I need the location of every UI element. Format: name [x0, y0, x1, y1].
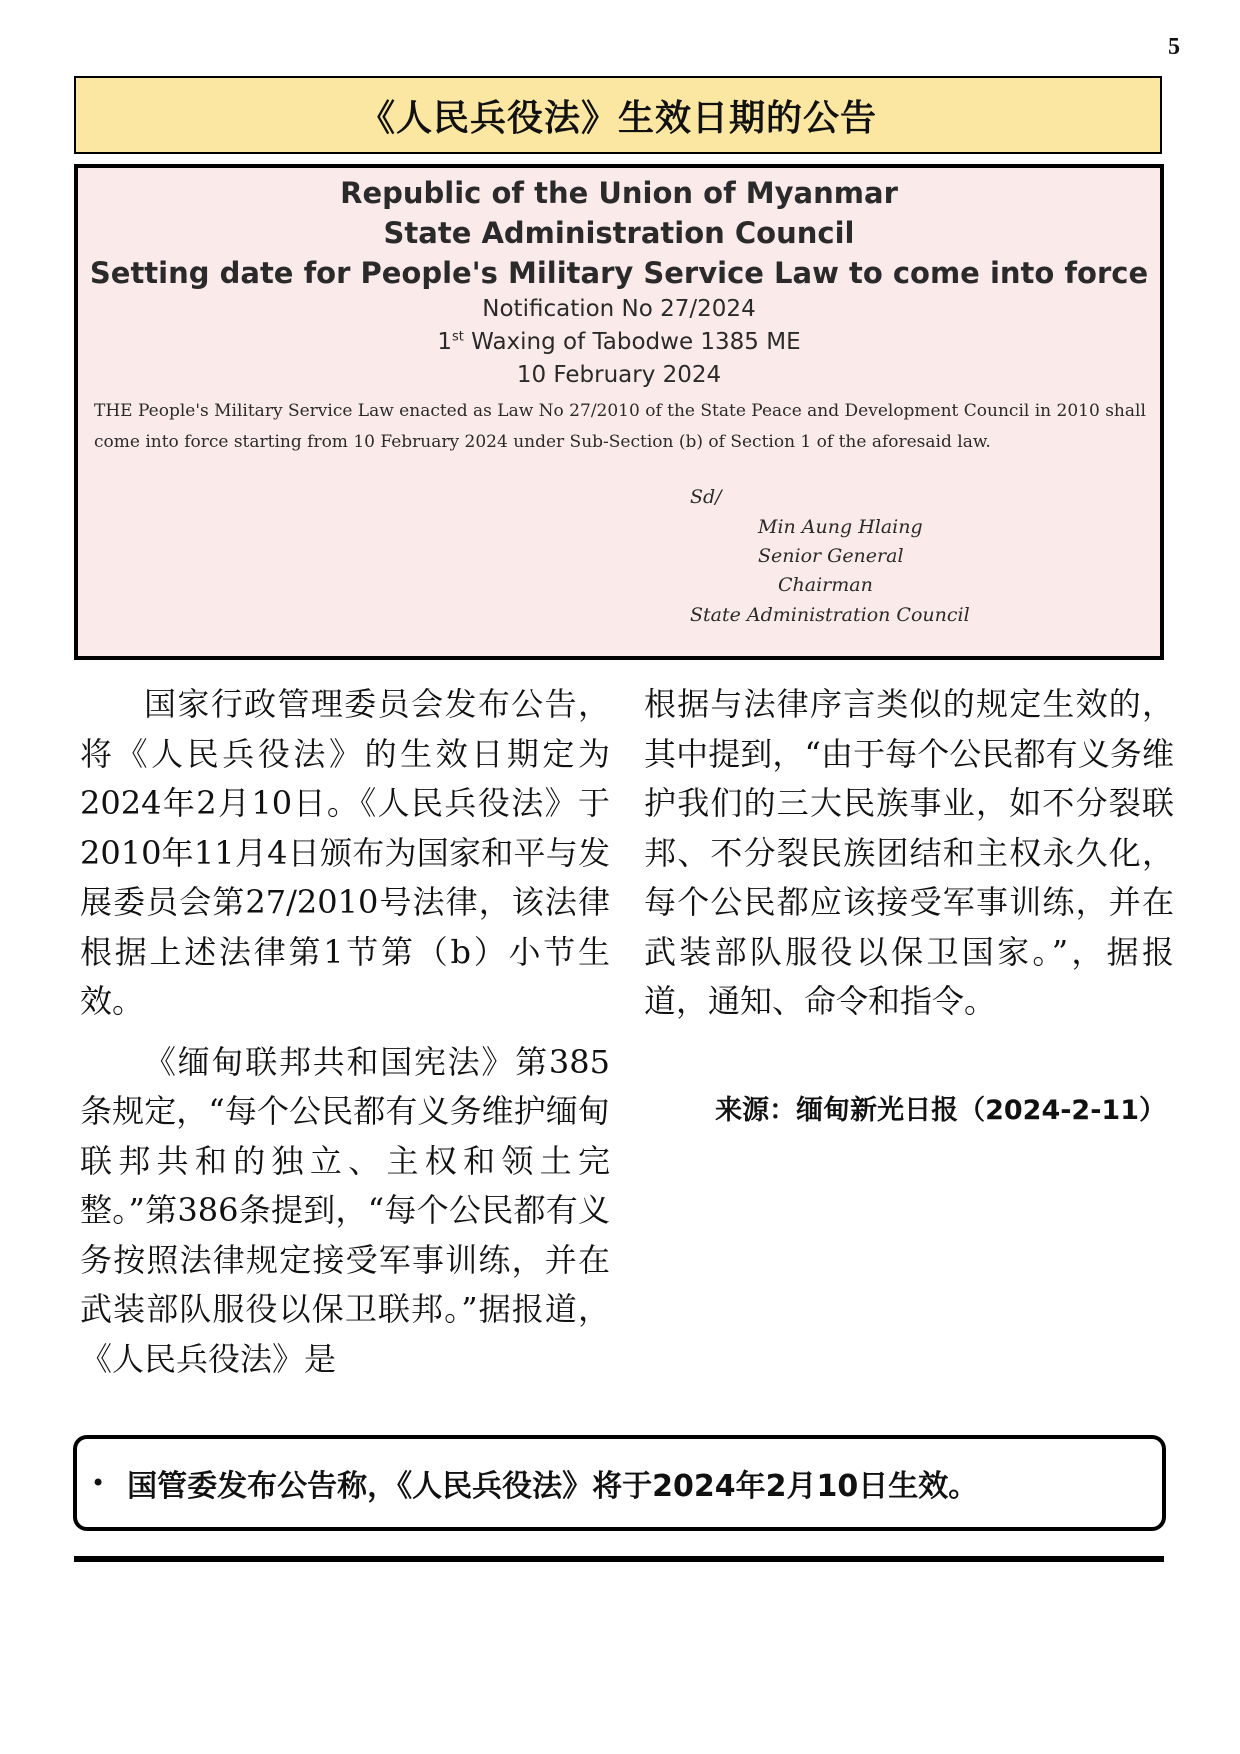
notification-image [74, 164, 1164, 660]
signature-name: Min Aung Hlaing [758, 516, 923, 538]
title-banner [74, 76, 1162, 154]
signature-role: Chairman [778, 574, 873, 596]
signature-rank: Senior General [758, 545, 904, 567]
date-ordinal-suffix: st [452, 329, 464, 345]
notice-gregorian-date: 10 February 2024 [516, 362, 722, 388]
notice-lunar-date [78, 329, 1160, 355]
article-paragraph-3: 根据与法律序言类似的规定生效的，其中提到，“由于每个公民都有义务维护我们的三大民族事业，如不分裂联邦、不分裂民族团结和主权永久化，每个公民都应该接受军事训练，并在武装部队服役以保卫国家。”，据报道，通知、命令和指令。 [644, 685, 1174, 1020]
signature-sd: Sd/ [690, 486, 722, 508]
page-title: 《人民兵役法》生效日期的公告 [358, 97, 877, 139]
article-paragraph-2: 《缅甸联邦共和国宪法》第385条规定，“每个公民都有义务维护缅甸联邦共和的独立、主权和领土完整。”第386条提到，“每个公民都有义务按照法律规定接受军事训练，并在武装部队服役以保卫联邦。”据报道，《人民兵役法》是 [80, 1042, 610, 1378]
summary-text: 国管委发布公告称，《人民兵役法》将于2024年2月10日生效。 [127, 1469, 979, 1504]
article-right-column [644, 680, 1174, 1027]
notice-council: State Administration Council [383, 216, 855, 250]
signature-org: State Administration Council [690, 604, 970, 626]
bullet-icon: • [91, 1469, 106, 1497]
notice-heading: Setting date for People's Military Service Law to come into force [89, 256, 1149, 290]
date-ordinal: 1 [437, 329, 452, 355]
notice-body: THE People's Military Service Law enacted as Law No 27/2010 of the State Peace and Development Council in 2010 shall come into force starting from 10 February 2024 under Sub-Section (b) of Section 1 of the aforesaid law. [94, 401, 1146, 452]
article-source: 来源：缅甸新光日报（2024-2-11） [715, 1095, 1166, 1126]
bottom-divider [74, 1556, 1164, 1562]
notice-number: Notification No 27/2024 [482, 296, 756, 322]
notice-country: Republic of the Union of Myanmar [340, 176, 898, 210]
page-number: 5 [1168, 34, 1180, 60]
summary-box [73, 1435, 1166, 1531]
date-rest: Waxing of Tabodwe 1385 ME [463, 329, 801, 355]
article-paragraph-1: 国家行政管理委员会发布公告，将《人民兵役法》的生效日期定为2024年2月10日。《人民兵役法》于2010年11月4日颁布为国家和平与发展委员会第27/2010号法律，该法律根据上述法律第1节第（b）小节生效。 [80, 685, 610, 1020]
article-left-column [80, 680, 610, 1384]
